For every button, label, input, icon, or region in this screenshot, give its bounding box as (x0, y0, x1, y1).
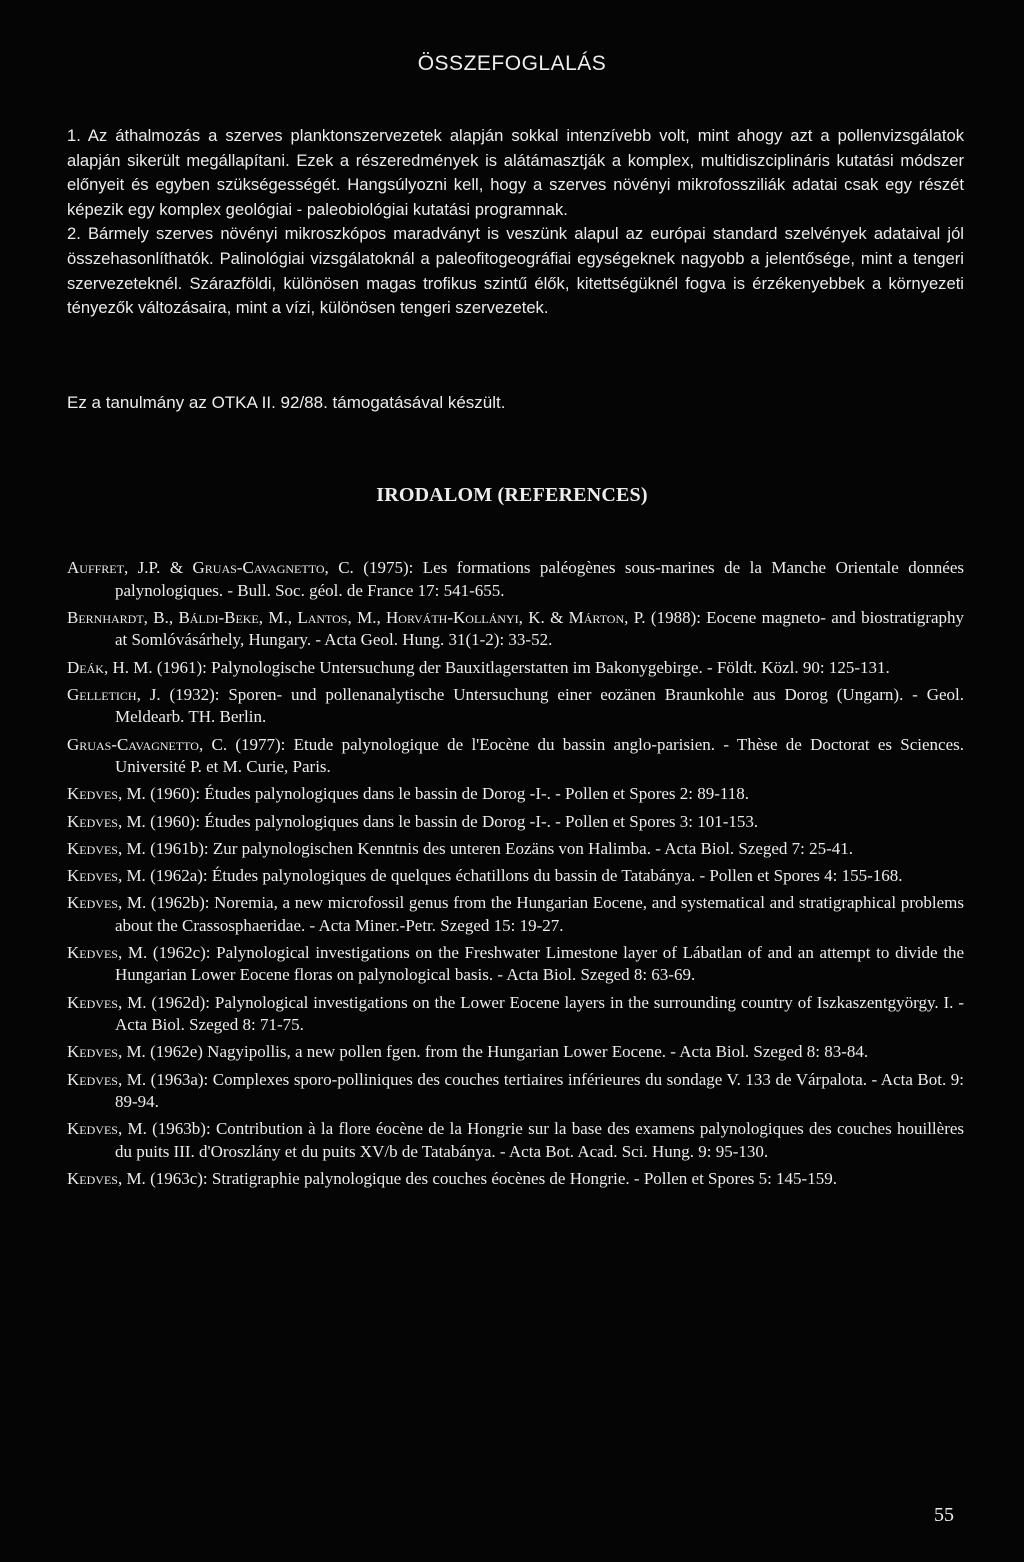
reference-entry (67, 557, 964, 602)
reference-author: Deák, H. M. (67, 657, 153, 677)
reference-text: (1961): Palynologische Untersuchung der Bauxitlagerstatten im Bakonygebirge. - Földt. Közl. 90: 125-131. (156, 657, 890, 677)
summary-paragraph-2: 2. Bármely szerves növényi mikroszkópos maradványt is veszünk alapul az európai standard szelvények adataival jól összehasonlíthatók. Palinológiai vizsgálatoknál a paleofitogeográfiai egységeknek nagyobb a jelentősége, mint a tengeri szervezeteknél. Szárazföldi, különösen magas trofikus szintű élők, kitettségüknél fogva is érzékenyebbek a környezeti tényezők változásaira, mint a vízi, különösen tengeri szervezetek. (67, 224, 964, 318)
reference-text: (1963c): Stratigraphie palynologique des couches éocènes de Hongrie. - Pollen et Spores 5: 145-159. (150, 1169, 837, 1189)
reference-text: (1988): Eocene magneto- and biostratigraphy at Somlóvásárhely, Hungary. - Acta Geol. Hung. 31(1-2): 33-52. (115, 607, 965, 650)
reference-author: Kedves, M. (67, 784, 146, 804)
reference-entry (67, 992, 964, 1037)
reference-entry (67, 811, 964, 834)
reference-author: Bernhardt, B., Báldi-Beke, M., Lantos, M., Horváth-Kollányi, K. & Márton, P. (67, 607, 646, 627)
reference-entry (67, 783, 964, 806)
page-number: 55 (934, 1504, 954, 1526)
reference-author: Kedves, M. (67, 1069, 147, 1089)
reference-author: Kedves, M. (67, 838, 146, 858)
reference-text: (1961b): Zur palynologischen Kenntnis des unteren Eozäns von Halimba. - Acta Biol. Szeged 7: 25-41. (150, 838, 854, 858)
reference-text: (1962a): Études palynologiques de quelques échatillons du bassin de Tatabánya. - Pollen et Spores 4: 155-168. (150, 865, 903, 885)
reference-author: Kedves, M. (67, 865, 146, 885)
reference-entry (67, 1118, 964, 1163)
summary-paragraph-1: 1. Az áthalmozás a szerves planktonszervezetek alapján sokkal intenzívebb volt, mint ahogy azt a pollenvizsgálatok alapján sikerült megállapítani. Ezek a részeredmények is alátámasztják a komplex, multidiszciplináris kutatási módszer előnyeit és egyben szükségességét. Hangsúlyozni kell, hogy a szerves növényi mikrofossziliák adatai csak egy részét képezik egy komplex geológiai - paleobiológiai kutatási programnak. (67, 126, 964, 219)
reference-author: Gruas-Cavagnetto, C. (67, 734, 228, 754)
reference-text: (1962e) Nagyipollis, a new pollen fgen. from the Hungarian Lower Eocene. - Acta Biol. Szeged 8: 83-84. (150, 1042, 869, 1062)
reference-entry (67, 865, 964, 888)
reference-entry (67, 1168, 964, 1191)
reference-author: Kedves, M. (67, 1119, 147, 1139)
reference-entry (67, 942, 964, 987)
reference-entry (67, 607, 964, 652)
summary-heading: ÖSSZEFOGLALÁS (417, 52, 607, 75)
reference-text: (1977): Etude palynologique de l'Eocène du bassin anglo-parisien. - Thèse de Doctorat es Sciences. Université P. et M. Curie, Paris. (115, 734, 965, 777)
reference-author: Auffret, J.P. & Gruas-Cavagnetto, C. (67, 558, 354, 577)
reference-text: (1962c): Palynological investigations on the Freshwater Limestone layer of Lábatlan of and an attempt to divide the Hungarian Lower Eocene floras on palynological basis. - Acta Biol. Szeged 8: 63-69. (115, 942, 964, 985)
reference-text: (1962d): Palynological investigations on the Lower Eocene layers in the surrounding country of Iszkaszentgyörgy. I. - Acta Biol. Szeged 8: 71-75. (115, 992, 965, 1035)
reference-text: (1932): Sporen- und pollenanalytische Untersuchung einer eozänen Braunkohle aus Dorog (Ungarn). - Geol. Meldearb. TH. Berlin. (115, 684, 964, 727)
references-heading: IRODALOM (REFERENCES) (376, 484, 648, 506)
reference-entry (67, 734, 964, 779)
reference-text: (1962b): Noremia, a new microfossil genus from the Hungarian Eocene, and systematical and stratigraphical problems about the Crassosphaeridae. - Acta Miner.-Petr. Szeged 15: 19-27. (115, 893, 964, 935)
reference-author: Kedves, M. (67, 1042, 146, 1062)
reference-author: Kedves, M. (67, 942, 148, 962)
summary-body (67, 124, 964, 321)
acknowledgement: Ez a tanulmány az OTKA II. 92/88. támogatásával készült. (67, 393, 506, 412)
reference-text: (1975): Les formations paléogènes sous-marines de la Manche Orientale données palynologiques. - Bull. Soc. géol. de France 17: 541-655. (115, 558, 964, 600)
reference-entry (67, 657, 964, 680)
reference-author: Kedves, M. (67, 893, 147, 913)
reference-entry (67, 838, 964, 861)
reference-entry (67, 892, 964, 937)
reference-entry (67, 1069, 964, 1114)
reference-entry (67, 1041, 964, 1064)
reference-author: Gelletich, J. (67, 684, 161, 704)
reference-text: (1963a): Complexes sporo-polliniques des couches tertiaires inférieures du sondage V. 133 de Várpalota. - Acta Bot. 9: 89-94. (115, 1069, 965, 1112)
reference-author: Kedves, M. (67, 992, 147, 1012)
references-list (67, 557, 964, 1195)
reference-text: (1960): Études palynologiques dans le bassin de Dorog -I-. - Pollen et Spores 2: 89-118. (150, 784, 750, 804)
reference-entry (67, 684, 964, 729)
reference-author: Kedves, M. (67, 811, 146, 831)
reference-text: (1963b): Contribution à la flore éocène de la Hongrie sur la base des examens palynologiques des couches houillères du puits III. d'Oroszlány et du puits XV/b de Tatabánya. - Acta Bot. Acad. Sci. Hung. 9: 95-130. (115, 1119, 965, 1161)
reference-author: Kedves, M. (67, 1169, 146, 1189)
reference-text: (1960): Études palynologiques dans le bassin de Dorog -I-. - Pollen et Spores 3: 101-153. (150, 811, 759, 831)
